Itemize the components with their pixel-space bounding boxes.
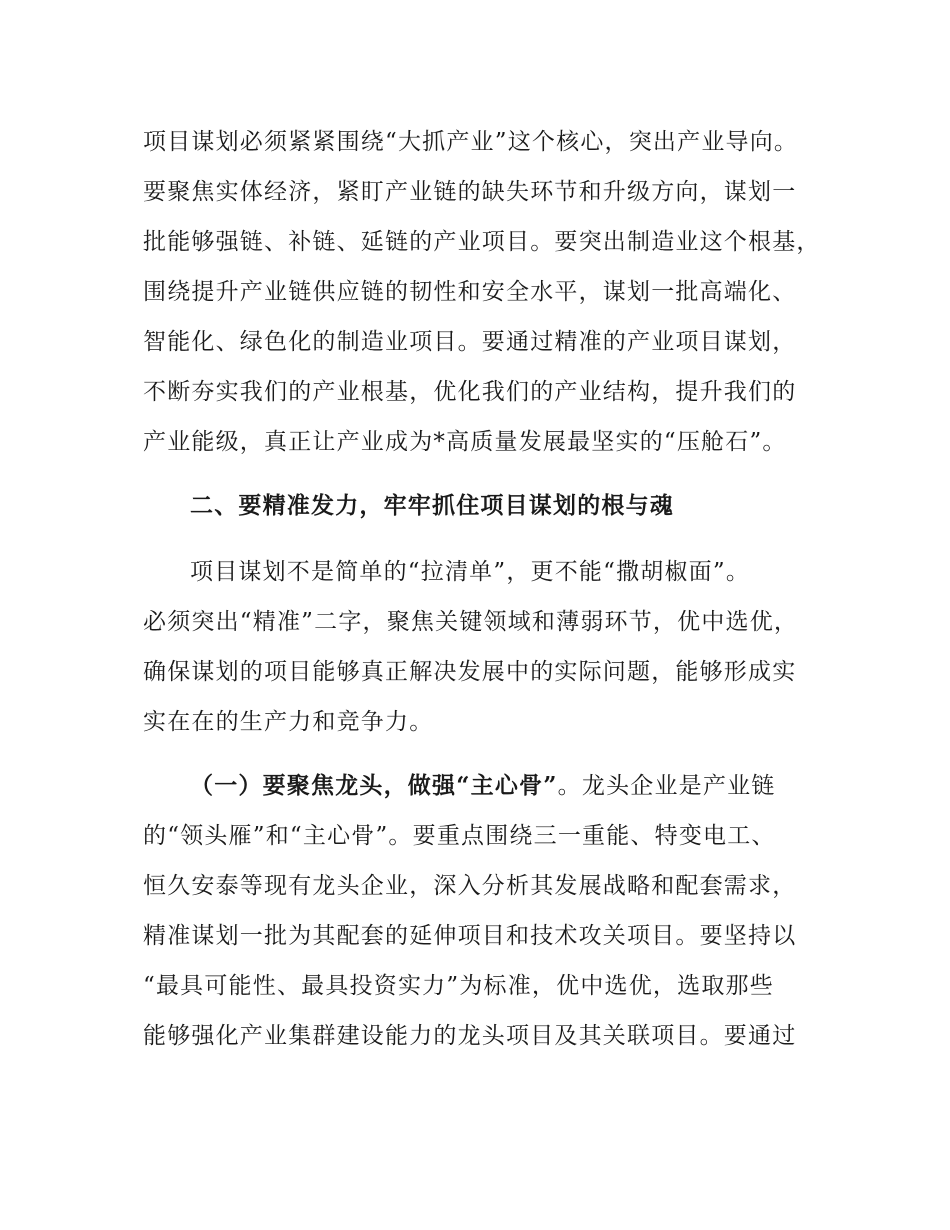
paragraph-line: 不断夯实我们的产业根基，优化我们的产业结构，提升我们的: [143, 379, 797, 405]
paragraph-line: 要聚焦实体经济，紧盯产业链的缺失环节和升级方向，谋划一: [143, 179, 797, 205]
section-heading: 二、要精准发力，牢牢抓住项目谋划的根与魂: [190, 492, 674, 519]
paragraph-line: “最具可能性、最具投资实力”为标准，优中选优，选取那些: [143, 973, 774, 999]
paragraph-line: 实在在的生产力和竞争力。: [143, 709, 434, 735]
paragraph-text: 。龙头企业是产业链: [557, 773, 776, 799]
paragraph-line: 确保谋划的项目能够真正解决发展中的实际问题，能够形成实: [143, 659, 797, 685]
paragraph-line: 的“领头雁”和“主心骨”。要重点围绕三一重能、特变电工、: [143, 823, 776, 849]
paragraph-line: 批能够强链、补链、延链的产业项目。要突出制造业这个根基，: [143, 229, 821, 255]
paragraph-line: 必须突出“精准”二字，聚焦关键领域和薄弱环节，优中选优，: [143, 609, 799, 635]
paragraph-line: 精准谋划一批为其配套的延伸项目和技术攻关项目。要坚持以: [143, 923, 797, 949]
paragraph-line: 围绕提升产业链供应链的韧性和安全水平，谋划一批高端化、: [143, 279, 797, 305]
paragraph-line: 智能化、绿色化的制造业项目。要通过精准的产业项目谋划，: [143, 329, 797, 355]
paragraph-line: 产业能级，真正让产业成为*高质量发展最坚实的“压舱石”。: [143, 429, 787, 455]
paragraph-line: 项目谋划必须紧紧围绕“大抓产业”这个核心，突出产业导向。: [143, 129, 799, 155]
subsection-heading: （一）要聚焦龙头，做强“主心骨”: [190, 772, 558, 799]
paragraph-line: 恒久安泰等现有龙头企业，深入分析其发展战略和配套需求，: [143, 873, 797, 899]
paragraph-line: 能够强化产业集群建设能力的龙头项目及其关联项目。要通过: [143, 1023, 797, 1049]
paragraph-line: 项目谋划不是简单的“拉清单”，更不能“撒胡椒面”。: [190, 559, 751, 585]
paragraph-line: [190, 766, 775, 806]
